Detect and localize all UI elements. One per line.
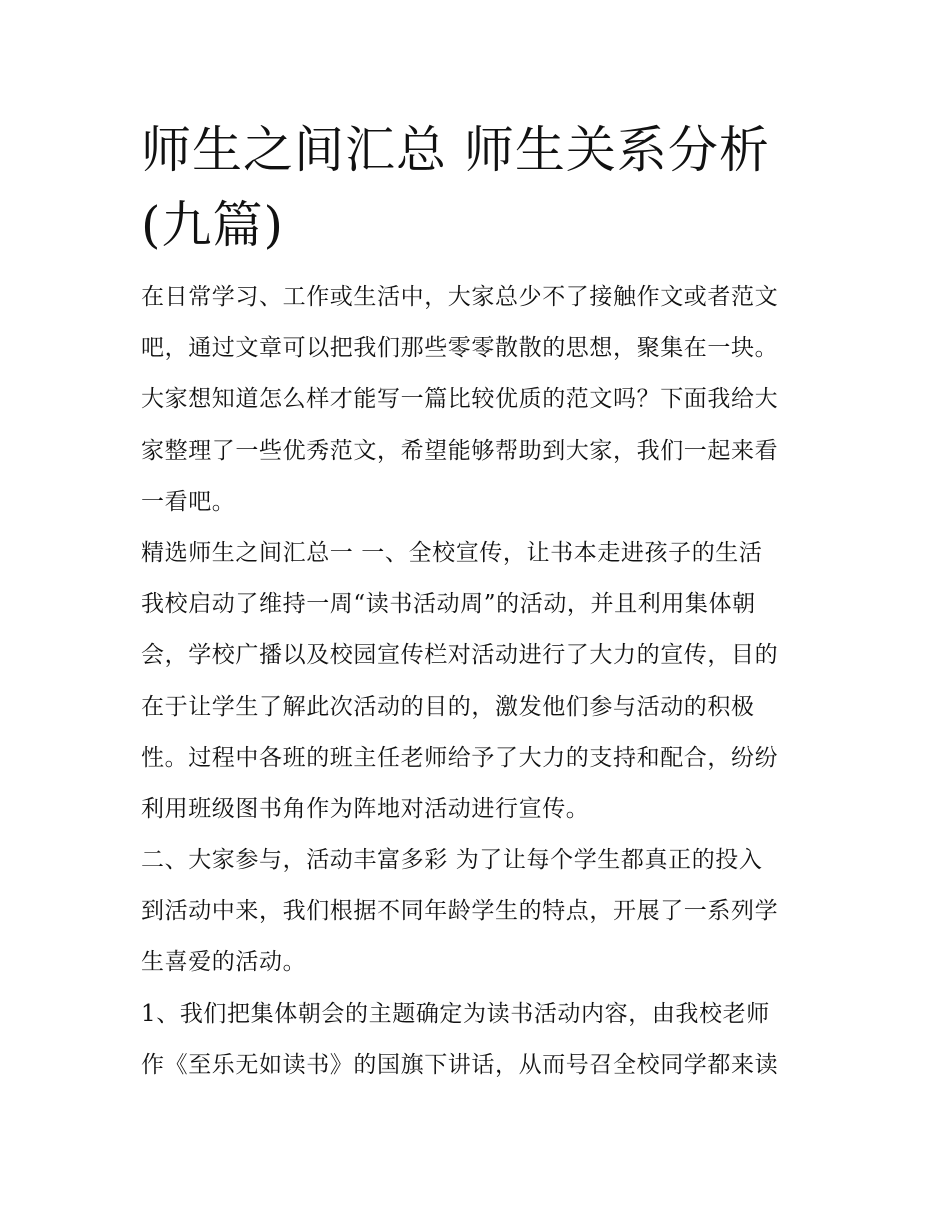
body-line: 会，学校广播以及校园宣传栏对活动进行了大力的宣传，目的 (141, 642, 779, 669)
body-line: 大家想知道怎么样才能写一篇比较优质的范文吗？下面我给大 (141, 386, 779, 413)
body-line: 性。过程中各班的班主任老师给予了大力的支持和配合，纷纷 (141, 744, 779, 771)
document-body (141, 272, 821, 1091)
body-line: 1、我们把集体朝会的主题确定为读书活动内容，由我校老师 (141, 1000, 770, 1027)
body-line: 生喜爱的活动。 (141, 949, 307, 976)
title-line: 师生之间汇总 师生关系分析 (141, 121, 770, 179)
body-line: 家整理了一些优秀范文，希望能够帮助到大家，我们一起来看 (141, 437, 779, 464)
body-line: 作《至乐无如读书》的国旗下讲话，从而号召全校同学都来读 (141, 1051, 779, 1078)
body-line: 吧，通过文章可以把我们那些零零散散的思想，聚集在一块。 (141, 335, 779, 362)
body-line: 利用班级图书角作为阵地对活动进行宣传。 (141, 795, 590, 822)
document-title (141, 113, 821, 263)
body-line: 一看吧。 (141, 488, 236, 515)
body-line: 精选师生之间汇总一 一、全校宣传，让书本走进孩子的生活 (141, 539, 763, 566)
body-line: 到活动中来，我们根据不同年龄学生的特点，开展了一系列学 (141, 898, 779, 925)
body-line: 在日常学习、工作或生活中，大家总少不了接触作文或者范文 (141, 284, 779, 310)
body-line: 在于让学生了解此次活动的目的，激发他们参与活动的积极 (141, 693, 755, 720)
body-line: 二、大家参与，活动丰富多彩 为了让每个学生都真正的投入 (141, 847, 763, 874)
title-line: (九篇) (141, 196, 285, 254)
body-line: 我校启动了维持一周“读书活动周”的活动，并且利用集体朝 (141, 591, 756, 618)
